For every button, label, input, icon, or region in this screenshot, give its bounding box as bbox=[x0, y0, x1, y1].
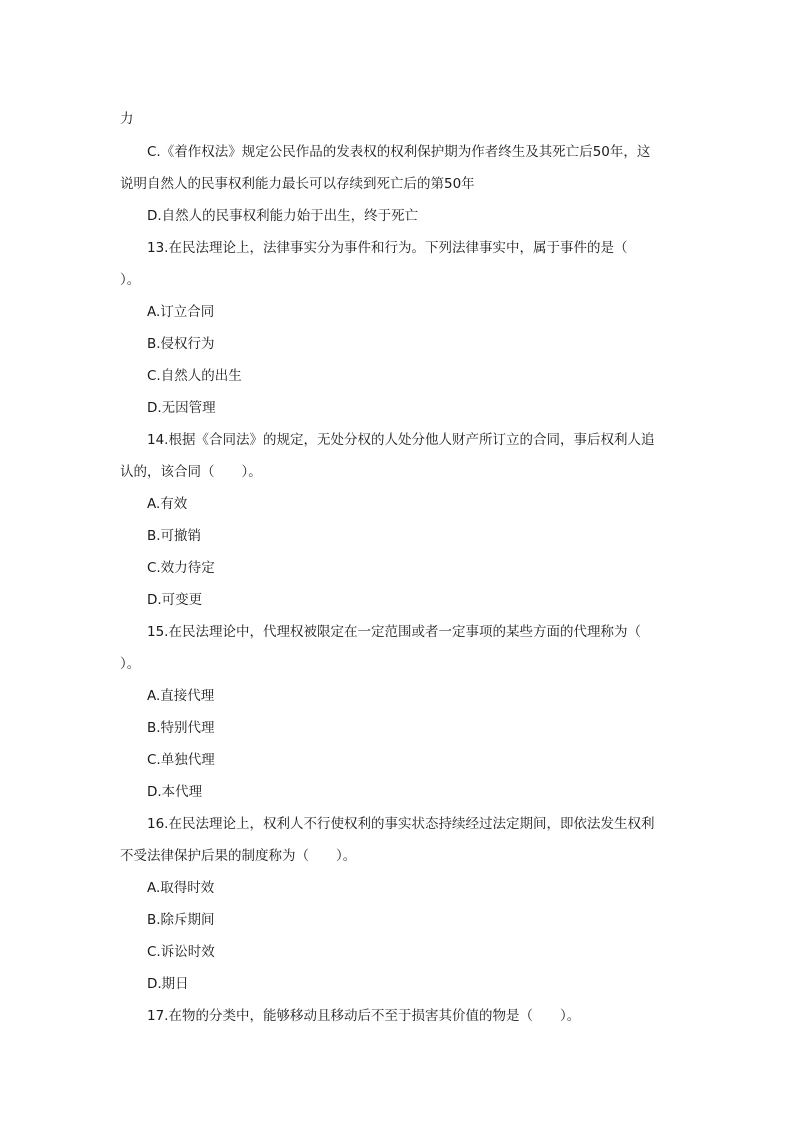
q14-option-b: B.可撤销 bbox=[147, 528, 202, 544]
question-15: 15.在民法理论中，代理权被限定在一定范围或者一定事项的某些方面的代理称为（ bbox=[147, 624, 641, 640]
question-14-continuation: 认的，该合同（ ）。 bbox=[120, 464, 262, 480]
question-16-continuation: 不受法律保护后果的制度称为（ ）。 bbox=[120, 848, 357, 864]
text-line: 力 bbox=[120, 111, 134, 127]
question-15-continuation: ）。 bbox=[120, 656, 141, 672]
q16-option-b: B.除斥期间 bbox=[147, 912, 215, 928]
q13-option-d: D.无因管理 bbox=[147, 400, 216, 416]
q16-option-c: C.诉讼时效 bbox=[147, 944, 215, 960]
q15-option-c: C.单独代理 bbox=[147, 752, 215, 768]
question-14: 14.根据《合同法》的规定，无处分权的人处分他人财产所订立的合同，事后权利人追 bbox=[147, 432, 655, 448]
q13-option-c: C.自然人的出生 bbox=[147, 368, 242, 384]
q14-option-c: C.效力待定 bbox=[147, 560, 215, 576]
q14-option-a: A.有效 bbox=[147, 496, 188, 512]
q13-option-b: B.侵权行为 bbox=[147, 336, 215, 352]
question-13: 13.在民法理论上，法律事实分为事件和行为。下列法律事实中，属于事件的是（ bbox=[147, 240, 628, 256]
q14-option-d: D.可变更 bbox=[147, 592, 203, 608]
question-16: 16.在民法理论上，权利人不行使权利的事实状态持续经过法定期间，即依法发生权利 bbox=[147, 816, 655, 832]
q15-option-a: A.直接代理 bbox=[147, 688, 215, 704]
option-c-line: C.《着作权法》规定公民作品的发表权的权利保护期为作者终生及其死亡后50年，这 bbox=[147, 144, 651, 160]
option-d-line: D.自然人的民事权利能力始于出生，终于死亡 bbox=[147, 208, 419, 224]
q15-option-b: B.特别代理 bbox=[147, 720, 215, 736]
question-13-continuation: ）。 bbox=[120, 272, 141, 288]
q13-option-a: A.订立合同 bbox=[147, 304, 215, 320]
option-c-continuation: 说明自然人的民事权利能力最长可以存续到死亡后的第50年 bbox=[120, 176, 475, 192]
question-17: 17.在物的分类中，能够移动且移动后不至于损害其价值的物是（ ）。 bbox=[147, 1008, 581, 1024]
q16-option-d: D.期日 bbox=[147, 976, 189, 992]
q15-option-d: D.本代理 bbox=[147, 784, 203, 800]
q16-option-a: A.取得时效 bbox=[147, 880, 215, 896]
